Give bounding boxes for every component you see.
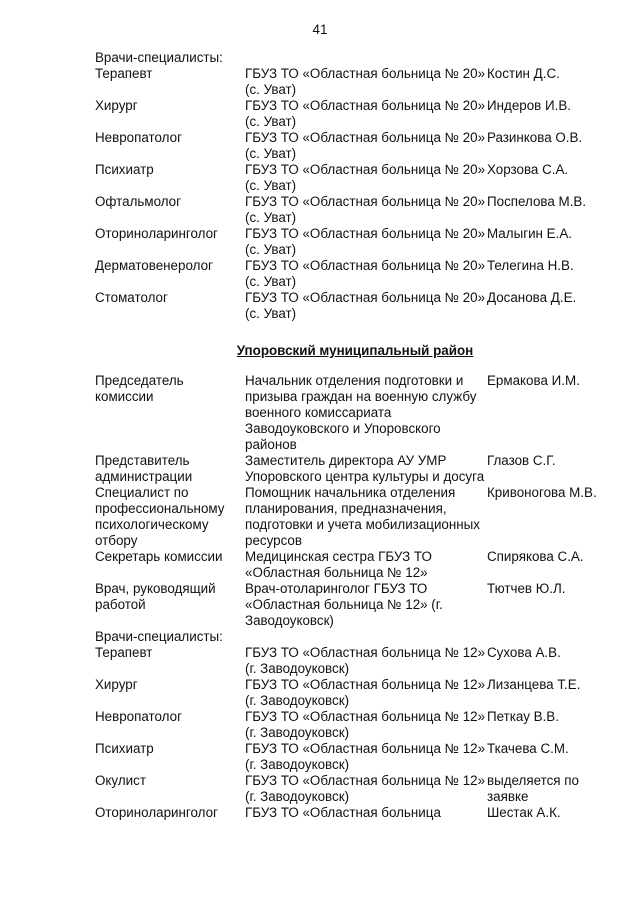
org-cell: ГБУЗ ТО «Областная больница № 20» (с. Уват) — [245, 194, 486, 225]
section-uvat — [95, 50, 615, 322]
person-cell: Ермакова И.М. — [487, 373, 580, 388]
role-cell: Специалист по профессиональному психологическому отбору — [95, 485, 225, 548]
person-cell: Тютчев Ю.Л. — [487, 581, 566, 596]
person-cell: Шестак А.К. — [487, 805, 561, 820]
person-cell: выделяется по заявке — [487, 773, 579, 804]
role-cell: Окулист — [95, 773, 146, 788]
group-label-row — [95, 629, 615, 645]
table-row — [95, 581, 615, 629]
org-cell: Медицинская сестра ГБУЗ ТО «Областная больница № 12» — [245, 549, 432, 580]
org-cell: ГБУЗ ТО «Областная больница № 20» (с. Уват) — [245, 226, 486, 257]
person-cell: Петкау В.В. — [487, 709, 559, 724]
org-cell: ГБУЗ ТО «Областная больница № 12» (г. Заводоуковск) — [245, 741, 486, 772]
org-cell: ГБУЗ ТО «Областная больница № 20» (с. Уват) — [245, 162, 486, 193]
org-cell: ГБУЗ ТО «Областная больница № 20» (с. Уват) — [245, 258, 486, 289]
role-cell: Невропатолог — [95, 709, 182, 724]
section-heading — [95, 343, 615, 359]
role-cell: Представитель администрации — [95, 453, 193, 484]
org-cell: ГБУЗ ТО «Областная больница № 20» (с. Уват) — [245, 66, 486, 97]
org-cell: ГБУЗ ТО «Областная больница № 20» (с. Уват) — [245, 98, 486, 129]
person-cell: Глазов С.Г. — [487, 453, 556, 468]
person-cell: Поспелова М.В. — [487, 194, 587, 209]
section-uporovo — [95, 373, 615, 821]
org-cell: ГБУЗ ТО «Областная больница № 20» (с. Уват) — [245, 130, 486, 161]
role-cell: Офтальмолог — [95, 194, 182, 209]
role-cell: Психиатр — [95, 741, 154, 756]
org-cell: Врач-отоларинголог ГБУЗ ТО «Областная больница № 12» (г. Заводоуковск) — [245, 581, 443, 628]
person-cell: Разинкова О.В. — [487, 130, 583, 145]
role-cell: Секретарь комиссии — [95, 549, 223, 564]
org-cell: ГБУЗ ТО «Областная больница № 12» (г. Заводоуковск) — [245, 773, 486, 804]
table-row — [95, 66, 615, 98]
table-row — [95, 453, 615, 485]
role-cell: Дерматовенеролог — [95, 258, 213, 273]
person-cell: Хорзова С.А. — [487, 162, 569, 177]
role-cell: Оториноларинголог — [95, 805, 218, 820]
role-cell: Хирург — [95, 677, 138, 692]
role-cell: Председатель комиссии — [95, 373, 184, 404]
table-row — [95, 805, 615, 821]
table-row — [95, 741, 615, 773]
table-row — [95, 677, 615, 709]
person-cell: Сухова А.В. — [487, 645, 561, 660]
table-row — [95, 130, 615, 162]
table-row — [95, 226, 615, 258]
org-cell: ГБУЗ ТО «Областная больница № 12» (г. Заводоуковск) — [245, 709, 486, 740]
table-row — [95, 549, 615, 581]
group-label: Врачи-специалисты: — [95, 629, 223, 644]
page-number: 41 — [312, 22, 328, 37]
section-heading-text: Упоровский муниципальный район — [236, 343, 474, 358]
table-row — [95, 485, 615, 549]
table-row — [95, 773, 615, 805]
table-row — [95, 373, 615, 453]
role-cell: Хирург — [95, 98, 138, 113]
role-cell: Терапевт — [95, 645, 153, 660]
org-cell: ГБУЗ ТО «Областная больница № 12» (г. Заводоуковск) — [245, 645, 486, 676]
role-cell: Врач, руководящий работой — [95, 581, 216, 612]
org-cell: ГБУЗ ТО «Областная больница — [245, 805, 441, 820]
role-cell: Стоматолог — [95, 290, 168, 305]
org-cell: ГБУЗ ТО «Областная больница № 12» (г. Заводоуковск) — [245, 677, 486, 708]
table-row — [95, 709, 615, 741]
person-cell: Досанова Д.Е. — [487, 290, 577, 305]
role-cell: Психиатр — [95, 162, 154, 177]
person-cell: Малыгин Е.А. — [487, 226, 572, 241]
table-row — [95, 98, 615, 130]
group-label-row — [95, 50, 615, 66]
person-cell: Индеров И.В. — [487, 98, 572, 113]
table-row — [95, 162, 615, 194]
person-cell: Телегина Н.В. — [487, 258, 574, 273]
group-label: Врачи-специалисты: — [95, 50, 223, 65]
role-cell: Оториноларинголог — [95, 226, 218, 241]
person-cell: Спирякова С.А. — [487, 549, 584, 564]
role-cell: Невропатолог — [95, 130, 182, 145]
org-cell: Начальник отделения подготовки и призыва граждан на военную службу военного комиссариата Заводоуковского и Упоровского районов — [245, 373, 477, 452]
table-row — [95, 258, 615, 290]
org-cell: ГБУЗ ТО «Областная больница № 20» (с. Уват) — [245, 290, 486, 321]
org-cell: Помощник начальника отделения планирования, предназначения, подготовки и учета мобилизационных ресурсов — [245, 485, 480, 548]
table-row — [95, 290, 615, 322]
table-row — [95, 645, 615, 677]
person-cell: Ткачева С.М. — [487, 741, 569, 756]
person-cell: Костин Д.С. — [487, 66, 560, 81]
person-cell: Лизанцева Т.Е. — [487, 677, 581, 692]
person-cell: Кривоногова М.В. — [487, 485, 597, 500]
role-cell: Терапевт — [95, 66, 153, 81]
table-row — [95, 194, 615, 226]
org-cell: Заместитель директора АУ УМР Упоровского центра культуры и досуга — [245, 453, 485, 484]
